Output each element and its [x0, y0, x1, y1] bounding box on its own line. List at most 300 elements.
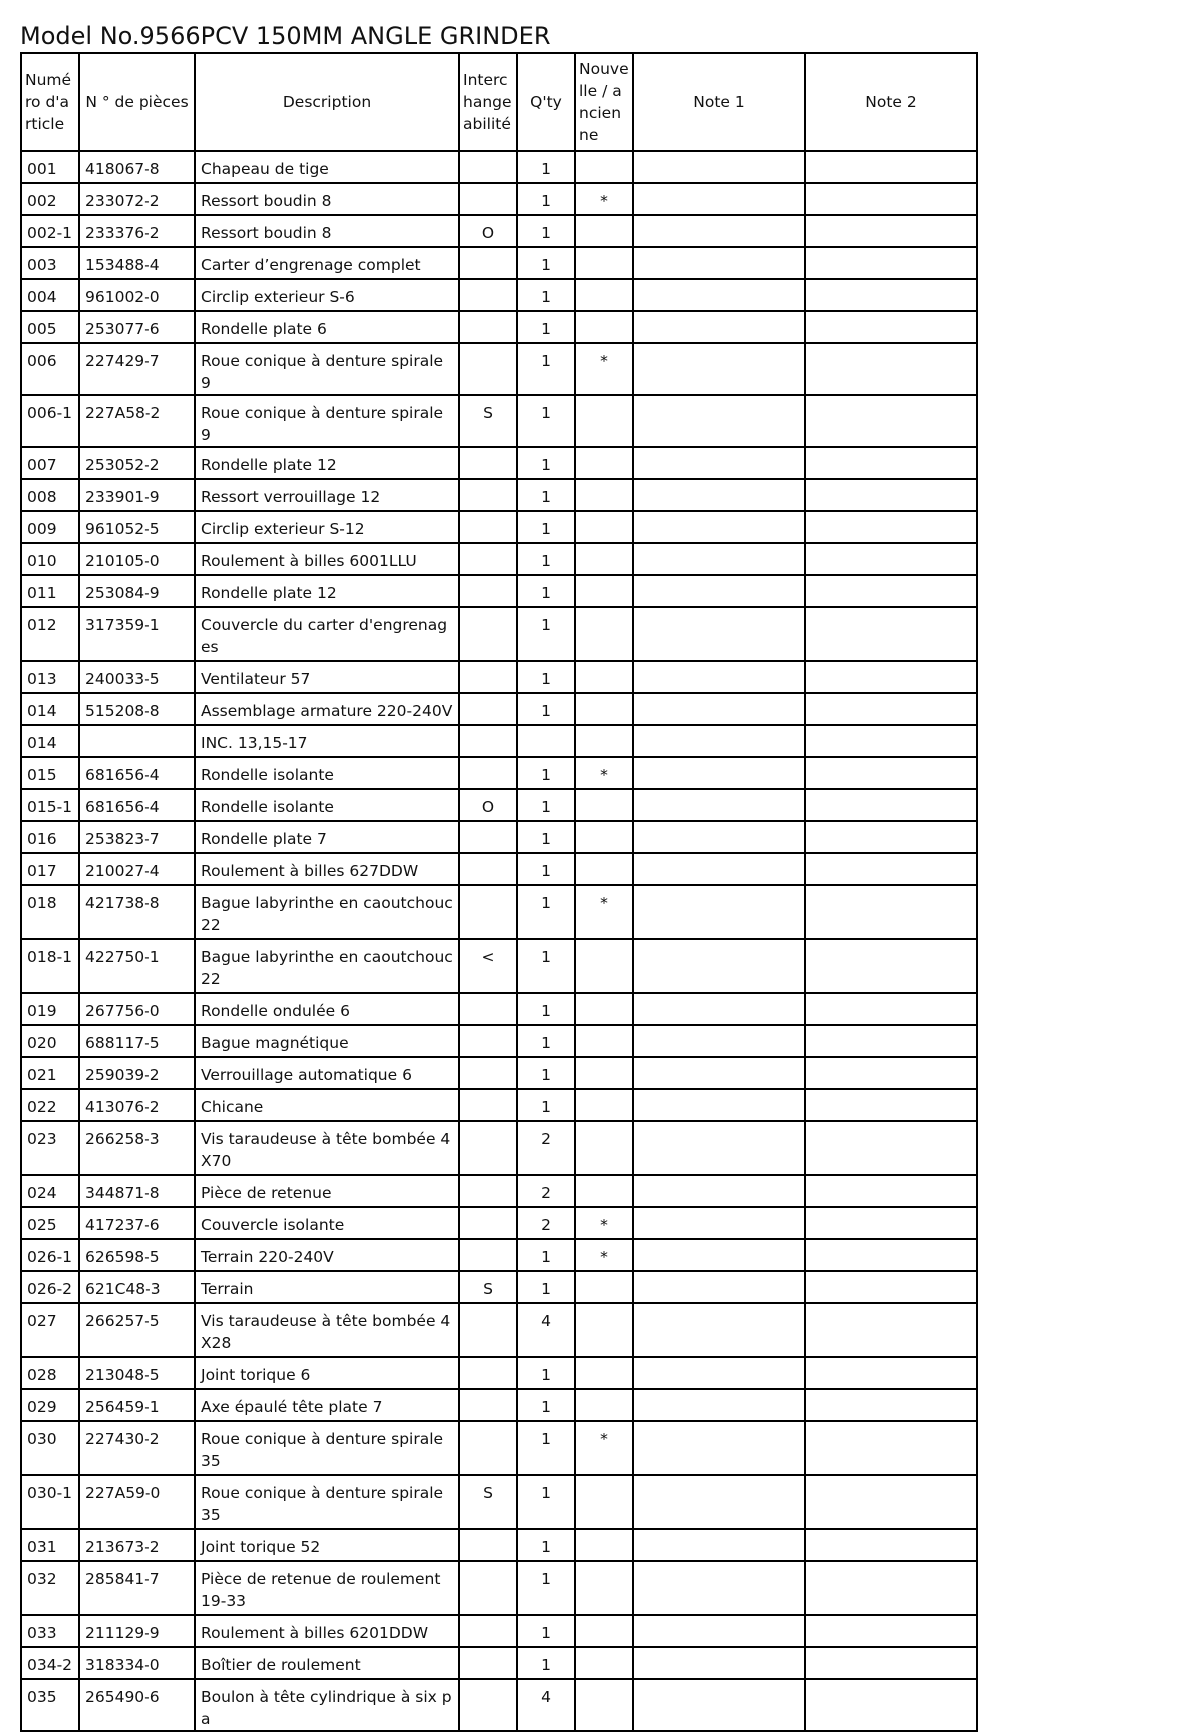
- cell-note-2: [805, 215, 977, 247]
- table-row: [21, 885, 977, 939]
- cell-quantity: 1: [517, 1615, 575, 1647]
- table-row: [21, 693, 977, 725]
- cell-interchangeability: [459, 543, 517, 575]
- cell-description: Circlip exterieur S-6: [195, 279, 459, 311]
- cell-new-old: [575, 1089, 633, 1121]
- cell-part-number: 233072-2: [79, 183, 195, 215]
- cell-new-old: [575, 939, 633, 993]
- cell-item-number: 028: [21, 1357, 79, 1389]
- cell-note-1: [633, 1679, 805, 1731]
- table-row: [21, 821, 977, 853]
- cell-item-number: 023: [21, 1121, 79, 1175]
- cell-part-number: 210105-0: [79, 543, 195, 575]
- table-row: [21, 939, 977, 993]
- cell-item-number: 006: [21, 343, 79, 395]
- cell-note-2: [805, 395, 977, 447]
- cell-note-1: [633, 821, 805, 853]
- cell-description: Circlip exterieur S-12: [195, 511, 459, 543]
- cell-note-2: [805, 151, 977, 183]
- table-row: [21, 575, 977, 607]
- table-row: [21, 1561, 977, 1615]
- cell-item-number: 026-1: [21, 1239, 79, 1271]
- cell-quantity: 1: [517, 1389, 575, 1421]
- table-row: [21, 1121, 977, 1175]
- cell-quantity: 1: [517, 511, 575, 543]
- cell-note-1: [633, 151, 805, 183]
- cell-new-old: [575, 1679, 633, 1731]
- cell-part-number: 153488-4: [79, 247, 195, 279]
- cell-description: Couvercle isolante: [195, 1207, 459, 1239]
- table-row: [21, 1529, 977, 1561]
- cell-note-1: [633, 885, 805, 939]
- cell-new-old: [575, 607, 633, 661]
- cell-quantity: 1: [517, 1239, 575, 1271]
- cell-note-2: [805, 993, 977, 1025]
- cell-description: Ressort boudin 8: [195, 183, 459, 215]
- cell-note-1: [633, 343, 805, 395]
- cell-quantity: 1: [517, 247, 575, 279]
- table-row: [21, 1615, 977, 1647]
- cell-note-2: [805, 757, 977, 789]
- cell-interchangeability: [459, 1121, 517, 1175]
- cell-note-2: [805, 1057, 977, 1089]
- cell-description: Rondelle isolante: [195, 757, 459, 789]
- cell-description: Ventilateur 57: [195, 661, 459, 693]
- cell-note-2: [805, 821, 977, 853]
- cell-description: Bague labyrinthe en caoutchouc 22: [195, 885, 459, 939]
- cell-item-number: 008: [21, 479, 79, 511]
- cell-description: Carter d’engrenage complet: [195, 247, 459, 279]
- cell-new-old: [575, 479, 633, 511]
- cell-quantity: 1: [517, 447, 575, 479]
- cell-note-1: [633, 247, 805, 279]
- cell-note-1: [633, 725, 805, 757]
- cell-description: Terrain 220-240V: [195, 1239, 459, 1271]
- cell-part-number: 265490-6: [79, 1679, 195, 1731]
- cell-part-number: 422750-1: [79, 939, 195, 993]
- cell-quantity: 1: [517, 693, 575, 725]
- table-row: [21, 789, 977, 821]
- cell-item-number: 004: [21, 279, 79, 311]
- cell-description: Roulement à billes 6201DDW: [195, 1615, 459, 1647]
- cell-part-number: 344871-8: [79, 1175, 195, 1207]
- cell-note-2: [805, 479, 977, 511]
- cell-item-number: 033: [21, 1615, 79, 1647]
- header-note-1: Note 1: [633, 53, 805, 151]
- cell-interchangeability: [459, 1615, 517, 1647]
- cell-interchangeability: [459, 575, 517, 607]
- cell-part-number: 240033-5: [79, 661, 195, 693]
- cell-note-2: [805, 247, 977, 279]
- table-row: [21, 993, 977, 1025]
- cell-item-number: 019: [21, 993, 79, 1025]
- cell-description: Axe épaulé tête plate 7: [195, 1389, 459, 1421]
- header-part-number: N ° de pièces: [79, 53, 195, 151]
- cell-description: Boîtier de roulement: [195, 1647, 459, 1679]
- cell-note-2: [805, 607, 977, 661]
- cell-interchangeability: [459, 1647, 517, 1679]
- cell-item-number: 002-1: [21, 215, 79, 247]
- cell-note-2: [805, 1421, 977, 1475]
- table-row: [21, 1271, 977, 1303]
- cell-description: Pièce de retenue: [195, 1175, 459, 1207]
- cell-description: Ressort verrouillage 12: [195, 479, 459, 511]
- header-interchangeability: Interchangeabilité: [459, 53, 517, 151]
- cell-quantity: 4: [517, 1303, 575, 1357]
- cell-interchangeability: [459, 661, 517, 693]
- cell-note-1: [633, 1475, 805, 1529]
- cell-description: Roue conique à denture spirale 35: [195, 1421, 459, 1475]
- cell-new-old: [575, 853, 633, 885]
- cell-quantity: 1: [517, 151, 575, 183]
- cell-item-number: 024: [21, 1175, 79, 1207]
- cell-item-number: 020: [21, 1025, 79, 1057]
- cell-description: Couvercle du carter d'engrenages: [195, 607, 459, 661]
- cell-new-old: [575, 215, 633, 247]
- cell-new-old: [575, 311, 633, 343]
- cell-interchangeability: [459, 447, 517, 479]
- cell-note-1: [633, 1561, 805, 1615]
- cell-note-2: [805, 1529, 977, 1561]
- cell-description: Verrouillage automatique 6: [195, 1057, 459, 1089]
- cell-quantity: 1: [517, 1421, 575, 1475]
- cell-quantity: 1: [517, 215, 575, 247]
- cell-description: Roulement à billes 6001LLU: [195, 543, 459, 575]
- cell-new-old: [575, 1615, 633, 1647]
- cell-new-old: [575, 1389, 633, 1421]
- cell-item-number: 021: [21, 1057, 79, 1089]
- cell-item-number: 034-2: [21, 1647, 79, 1679]
- cell-description: Pièce de retenue de roulement 19-33: [195, 1561, 459, 1615]
- cell-note-1: [633, 1089, 805, 1121]
- cell-item-number: 015: [21, 757, 79, 789]
- cell-description: Vis taraudeuse à tête bombée 4X70: [195, 1121, 459, 1175]
- cell-interchangeability: O: [459, 215, 517, 247]
- table-row: [21, 247, 977, 279]
- table-row: [21, 1057, 977, 1089]
- cell-new-old: [575, 247, 633, 279]
- cell-interchangeability: <: [459, 939, 517, 993]
- cell-quantity: 1: [517, 661, 575, 693]
- cell-quantity: 2: [517, 1121, 575, 1175]
- cell-quantity: 1: [517, 853, 575, 885]
- cell-note-1: [633, 543, 805, 575]
- cell-quantity: 1: [517, 279, 575, 311]
- table-row: [21, 1679, 977, 1731]
- cell-new-old: [575, 789, 633, 821]
- cell-note-1: [633, 789, 805, 821]
- cell-interchangeability: [459, 885, 517, 939]
- cell-note-1: [633, 1239, 805, 1271]
- cell-note-1: [633, 993, 805, 1025]
- cell-quantity: 1: [517, 993, 575, 1025]
- cell-description: Chicane: [195, 1089, 459, 1121]
- cell-note-2: [805, 279, 977, 311]
- cell-new-old: *: [575, 1207, 633, 1239]
- cell-quantity: 1: [517, 757, 575, 789]
- cell-new-old: *: [575, 1239, 633, 1271]
- cell-part-number: 688117-5: [79, 1025, 195, 1057]
- cell-quantity: 1: [517, 1647, 575, 1679]
- cell-item-number: 013: [21, 661, 79, 693]
- cell-item-number: 022: [21, 1089, 79, 1121]
- cell-interchangeability: [459, 1561, 517, 1615]
- table-row: [21, 279, 977, 311]
- cell-item-number: 031: [21, 1529, 79, 1561]
- cell-new-old: [575, 1271, 633, 1303]
- cell-new-old: [575, 151, 633, 183]
- cell-interchangeability: [459, 821, 517, 853]
- cell-note-2: [805, 447, 977, 479]
- cell-part-number: 253052-2: [79, 447, 195, 479]
- cell-interchangeability: [459, 1025, 517, 1057]
- cell-quantity: 1: [517, 1561, 575, 1615]
- cell-description: Bague labyrinthe en caoutchouc 22: [195, 939, 459, 993]
- table-row: [21, 661, 977, 693]
- cell-item-number: 027: [21, 1303, 79, 1357]
- cell-interchangeability: [459, 1303, 517, 1357]
- cell-new-old: [575, 575, 633, 607]
- cell-new-old: *: [575, 343, 633, 395]
- cell-part-number: 213048-5: [79, 1357, 195, 1389]
- cell-note-1: [633, 693, 805, 725]
- table-row: [21, 479, 977, 511]
- cell-note-2: [805, 1303, 977, 1357]
- cell-quantity: 1: [517, 1057, 575, 1089]
- cell-note-1: [633, 183, 805, 215]
- cell-interchangeability: [459, 725, 517, 757]
- table-row: [21, 1421, 977, 1475]
- cell-part-number: [79, 725, 195, 757]
- cell-part-number: 253823-7: [79, 821, 195, 853]
- cell-note-1: [633, 1025, 805, 1057]
- cell-item-number: 006-1: [21, 395, 79, 447]
- cell-note-2: [805, 1561, 977, 1615]
- cell-part-number: 961002-0: [79, 279, 195, 311]
- cell-note-1: [633, 661, 805, 693]
- cell-part-number: 515208-8: [79, 693, 195, 725]
- cell-item-number: 002: [21, 183, 79, 215]
- cell-interchangeability: [459, 1239, 517, 1271]
- cell-description: Rondelle ondulée 6: [195, 993, 459, 1025]
- cell-item-number: 017: [21, 853, 79, 885]
- cell-item-number: 001: [21, 151, 79, 183]
- cell-new-old: [575, 511, 633, 543]
- cell-note-2: [805, 543, 977, 575]
- cell-part-number: 256459-1: [79, 1389, 195, 1421]
- cell-new-old: [575, 1561, 633, 1615]
- cell-description: Rondelle plate 7: [195, 821, 459, 853]
- header-item-number: Numéro d'article: [21, 53, 79, 151]
- cell-quantity: 1: [517, 343, 575, 395]
- cell-interchangeability: S: [459, 1475, 517, 1529]
- cell-part-number: 285841-7: [79, 1561, 195, 1615]
- cell-note-1: [633, 511, 805, 543]
- cell-note-1: [633, 395, 805, 447]
- cell-interchangeability: [459, 1679, 517, 1731]
- cell-note-1: [633, 939, 805, 993]
- table-row: [21, 1389, 977, 1421]
- cell-quantity: 1: [517, 311, 575, 343]
- cell-part-number: 961052-5: [79, 511, 195, 543]
- table-row: [21, 1175, 977, 1207]
- cell-item-number: 030-1: [21, 1475, 79, 1529]
- cell-part-number: 227430-2: [79, 1421, 195, 1475]
- cell-new-old: *: [575, 1421, 633, 1475]
- cell-part-number: 213673-2: [79, 1529, 195, 1561]
- cell-item-number: 011: [21, 575, 79, 607]
- cell-new-old: [575, 661, 633, 693]
- document-title: Model No.9566PCV 150MM ANGLE GRINDER: [20, 22, 551, 50]
- cell-note-2: [805, 1271, 977, 1303]
- cell-note-2: [805, 1207, 977, 1239]
- cell-quantity: 1: [517, 1025, 575, 1057]
- cell-item-number: 014: [21, 725, 79, 757]
- cell-part-number: 318334-0: [79, 1647, 195, 1679]
- cell-note-2: [805, 1679, 977, 1731]
- cell-item-number: 003: [21, 247, 79, 279]
- cell-interchangeability: O: [459, 789, 517, 821]
- cell-note-2: [805, 885, 977, 939]
- cell-description: Roue conique à denture spirale 9: [195, 343, 459, 395]
- table-row: [21, 853, 977, 885]
- cell-note-2: [805, 1089, 977, 1121]
- cell-new-old: [575, 395, 633, 447]
- header-description: Description: [195, 53, 459, 151]
- cell-description: Roue conique à denture spirale 9: [195, 395, 459, 447]
- cell-new-old: [575, 725, 633, 757]
- cell-note-2: [805, 1025, 977, 1057]
- cell-note-1: [633, 1303, 805, 1357]
- cell-quantity: 1: [517, 789, 575, 821]
- cell-item-number: 010: [21, 543, 79, 575]
- cell-note-1: [633, 1529, 805, 1561]
- cell-interchangeability: [459, 1389, 517, 1421]
- table-row: [21, 1207, 977, 1239]
- table-row: [21, 447, 977, 479]
- cell-note-2: [805, 183, 977, 215]
- cell-interchangeability: [459, 1357, 517, 1389]
- cell-note-1: [633, 607, 805, 661]
- cell-note-2: [805, 939, 977, 993]
- cell-interchangeability: [459, 1529, 517, 1561]
- cell-item-number: 035: [21, 1679, 79, 1731]
- cell-new-old: [575, 279, 633, 311]
- cell-note-1: [633, 1057, 805, 1089]
- cell-new-old: [575, 1121, 633, 1175]
- table-row: [21, 511, 977, 543]
- cell-description: Rondelle plate 12: [195, 447, 459, 479]
- cell-item-number: 030: [21, 1421, 79, 1475]
- cell-quantity: 1: [517, 1271, 575, 1303]
- cell-item-number: 007: [21, 447, 79, 479]
- cell-new-old: [575, 543, 633, 575]
- cell-new-old: [575, 1303, 633, 1357]
- cell-new-old: [575, 1647, 633, 1679]
- header-new-old: Nouvelle / ancienne: [575, 53, 633, 151]
- cell-description: Bague magnétique: [195, 1025, 459, 1057]
- cell-quantity: 1: [517, 575, 575, 607]
- cell-quantity: 2: [517, 1175, 575, 1207]
- cell-quantity: 1: [517, 607, 575, 661]
- cell-note-2: [805, 693, 977, 725]
- table-row: [21, 725, 977, 757]
- cell-item-number: 029: [21, 1389, 79, 1421]
- cell-part-number: 266257-5: [79, 1303, 195, 1357]
- parts-table-body: [21, 151, 977, 1731]
- cell-new-old: [575, 1025, 633, 1057]
- cell-description: Joint torique 6: [195, 1357, 459, 1389]
- cell-description: Assemblage armature 220-240V: [195, 693, 459, 725]
- cell-quantity: [517, 725, 575, 757]
- cell-interchangeability: [459, 693, 517, 725]
- cell-note-2: [805, 1647, 977, 1679]
- cell-item-number: 014: [21, 693, 79, 725]
- cell-part-number: 253077-6: [79, 311, 195, 343]
- cell-interchangeability: [459, 343, 517, 395]
- cell-note-1: [633, 447, 805, 479]
- table-row: [21, 1357, 977, 1389]
- cell-part-number: 227A58-2: [79, 395, 195, 447]
- cell-note-1: [633, 479, 805, 511]
- cell-note-2: [805, 853, 977, 885]
- cell-note-1: [633, 1271, 805, 1303]
- cell-quantity: 1: [517, 939, 575, 993]
- cell-interchangeability: [459, 1057, 517, 1089]
- cell-interchangeability: [459, 993, 517, 1025]
- cell-interchangeability: [459, 1421, 517, 1475]
- cell-quantity: 1: [517, 1529, 575, 1561]
- table-row: [21, 151, 977, 183]
- table-row: [21, 1303, 977, 1357]
- table-row: [21, 1239, 977, 1271]
- cell-description: Rondelle plate 6: [195, 311, 459, 343]
- table-row: [21, 343, 977, 395]
- cell-note-1: [633, 1175, 805, 1207]
- cell-quantity: 1: [517, 1475, 575, 1529]
- cell-note-1: [633, 215, 805, 247]
- cell-note-1: [633, 853, 805, 885]
- cell-interchangeability: [459, 183, 517, 215]
- cell-note-1: [633, 311, 805, 343]
- cell-interchangeability: [459, 1089, 517, 1121]
- cell-interchangeability: [459, 279, 517, 311]
- cell-part-number: 211129-9: [79, 1615, 195, 1647]
- cell-new-old: *: [575, 757, 633, 789]
- cell-item-number: 009: [21, 511, 79, 543]
- cell-part-number: 681656-4: [79, 789, 195, 821]
- table-row: [21, 1025, 977, 1057]
- cell-new-old: [575, 1057, 633, 1089]
- cell-item-number: 012: [21, 607, 79, 661]
- cell-description: Chapeau de tige: [195, 151, 459, 183]
- cell-item-number: 016: [21, 821, 79, 853]
- cell-interchangeability: [459, 853, 517, 885]
- cell-quantity: 1: [517, 183, 575, 215]
- header-quantity: Q'ty: [517, 53, 575, 151]
- cell-note-1: [633, 1207, 805, 1239]
- table-row: [21, 1089, 977, 1121]
- cell-interchangeability: [459, 151, 517, 183]
- cell-note-2: [805, 1389, 977, 1421]
- cell-part-number: 233376-2: [79, 215, 195, 247]
- cell-quantity: 1: [517, 543, 575, 575]
- cell-new-old: [575, 993, 633, 1025]
- cell-new-old: [575, 447, 633, 479]
- cell-new-old: [575, 1475, 633, 1529]
- table-row: [21, 395, 977, 447]
- cell-interchangeability: S: [459, 1271, 517, 1303]
